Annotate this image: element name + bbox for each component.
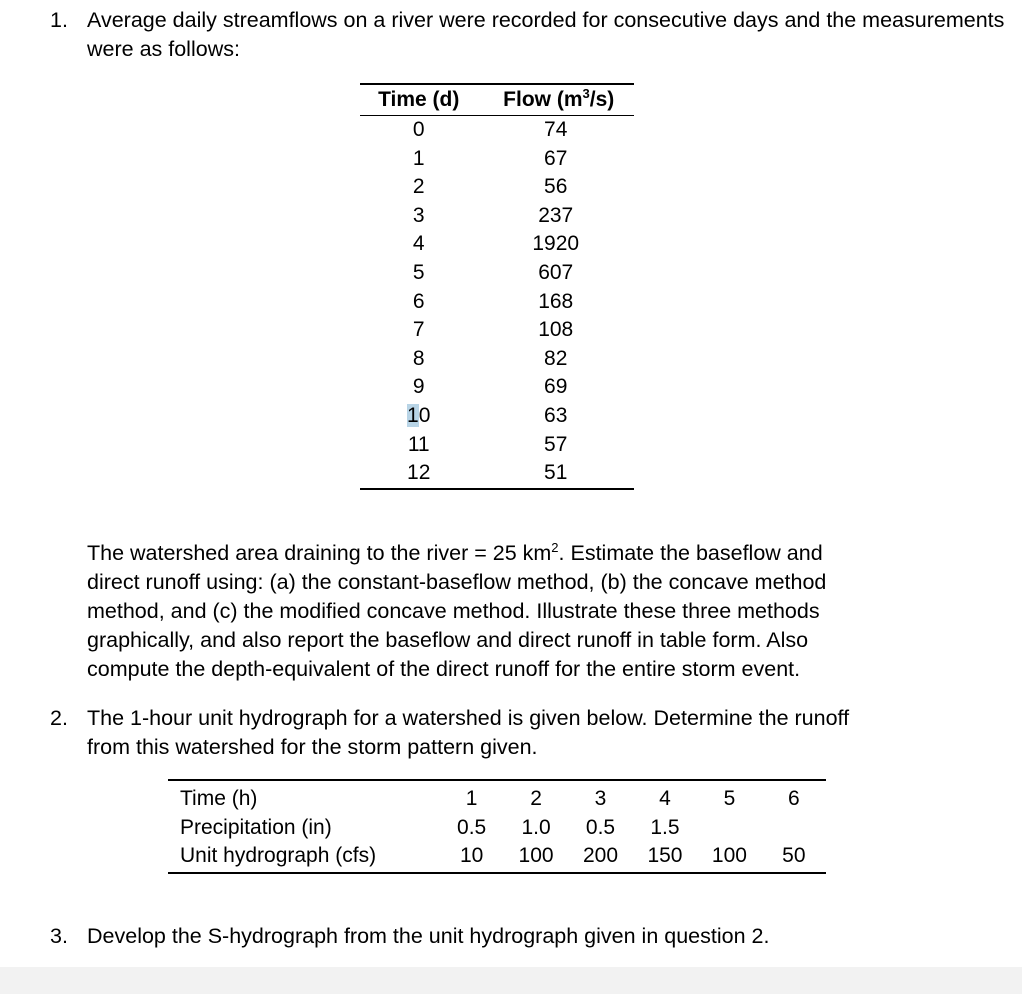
time-cell: 10 xyxy=(407,403,431,427)
table-row xyxy=(168,780,826,814)
value-cell: 50 xyxy=(782,844,806,868)
flow-cell: 237 xyxy=(538,203,574,227)
table-row xyxy=(360,402,634,431)
question-2-text: The 1-hour unit hydrograph for a watershed is given below. Determine the runoff from this watershed for the storm pattern given. xyxy=(87,706,850,759)
time-cell: 1 xyxy=(412,146,425,170)
table-row xyxy=(360,316,634,345)
table-row xyxy=(360,259,634,288)
value-cell: 6 xyxy=(788,787,800,810)
flow-cell: 69 xyxy=(544,375,568,399)
flow-cell: 1920 xyxy=(532,232,580,256)
question-2 xyxy=(50,704,1007,762)
time-cell: 2 xyxy=(412,175,425,199)
flow-cell: 51 xyxy=(544,461,568,485)
value-cell: 3 xyxy=(594,787,607,810)
question-3-text: Develop the S-hydrograph from the unit hydrograph given in question 2. xyxy=(87,924,770,948)
flow-cell: 82 xyxy=(544,346,568,370)
streamflow-table-header xyxy=(360,84,634,116)
table-row xyxy=(168,814,826,843)
question-3-number: 3. xyxy=(50,924,68,948)
bottom-bar xyxy=(0,967,1022,994)
time-cell: 9 xyxy=(412,375,425,399)
row-label: Time (h) xyxy=(180,787,258,810)
table-row xyxy=(360,173,634,202)
time-cell: 6 xyxy=(412,289,425,313)
value-cell: 1.5 xyxy=(650,815,680,839)
row-label: Unit hydrograph (cfs) xyxy=(180,844,377,868)
value-cell: 200 xyxy=(582,844,619,868)
value-cell: 4 xyxy=(659,787,671,810)
flow-cell: 74 xyxy=(544,118,568,141)
table-row xyxy=(360,431,634,460)
flow-cell: 63 xyxy=(544,403,568,427)
time-cell: 7 xyxy=(412,318,425,342)
question-1-body-rest: direct runoff using: (a) the constant-baseflow method, (b) the concave method method, and (c) the modified concave method. Illustrate these three methods graphically, and also report the baseflow and direct runoff in table form. Also compute the depth-equivalent of the direct runoff for the entire storm event. xyxy=(87,570,827,681)
flow-cell: 168 xyxy=(538,289,574,313)
value-cell: 10 xyxy=(459,844,484,868)
value-cell: 150 xyxy=(647,844,683,868)
time-cell: 5 xyxy=(412,260,425,284)
value-cell: 2 xyxy=(530,787,542,810)
flow-cell: 108 xyxy=(538,318,574,342)
value-cell: 5 xyxy=(723,787,736,810)
value-cell: 100 xyxy=(518,844,554,868)
table-row xyxy=(360,373,634,402)
col-header-time: Time (d) xyxy=(360,84,477,116)
time-cell: 0 xyxy=(412,118,425,141)
table-row xyxy=(360,230,634,259)
text-selection-highlight: 1 xyxy=(407,403,419,427)
time-cell: 3 xyxy=(412,203,425,227)
table-row xyxy=(360,202,634,231)
table-row xyxy=(360,459,634,489)
value-cell: 0.5 xyxy=(585,815,616,839)
question-3 xyxy=(50,922,1007,951)
value-cell: 0.5 xyxy=(457,815,487,839)
time-cell: 12 xyxy=(407,461,431,485)
unit-hydrograph-table xyxy=(168,779,826,874)
table-row xyxy=(168,842,826,873)
streamflow-table xyxy=(360,83,634,490)
streamflow-table-body xyxy=(360,116,634,489)
flow-cell: 67 xyxy=(544,146,568,170)
value-cell: 1 xyxy=(465,787,478,810)
question-1-body xyxy=(87,539,987,684)
flow-cell: 57 xyxy=(544,432,568,456)
question-1-intro: Average daily streamflows on a river were recorded for consecutive days and the measurements were as follows: xyxy=(87,8,1005,61)
question-1-number: 1. xyxy=(50,8,68,32)
value-cell: 100 xyxy=(711,844,747,868)
time-cell: 8 xyxy=(412,346,425,370)
row-label: Precipitation (in) xyxy=(180,815,332,839)
col-header-flow: Flow $(m^3/s)$ xyxy=(477,84,634,116)
time-cell: 4 xyxy=(412,232,425,256)
flow-cell: 56 xyxy=(544,175,568,199)
table-row xyxy=(360,345,634,374)
table-row xyxy=(360,145,634,174)
value-cell xyxy=(762,814,826,843)
question-1 xyxy=(50,6,1007,64)
table-row xyxy=(360,116,634,145)
value-cell xyxy=(697,814,761,843)
flow-cell: 607 xyxy=(538,260,574,284)
time-cell: 11 xyxy=(407,432,430,456)
question-1-body-line1: The watershed area draining to the river = 25 $km^2$. Estimate the baseflow and xyxy=(87,540,823,565)
value-cell: 1.0 xyxy=(521,815,551,839)
question-2-number: 2. xyxy=(50,706,68,730)
table-row xyxy=(360,288,634,317)
